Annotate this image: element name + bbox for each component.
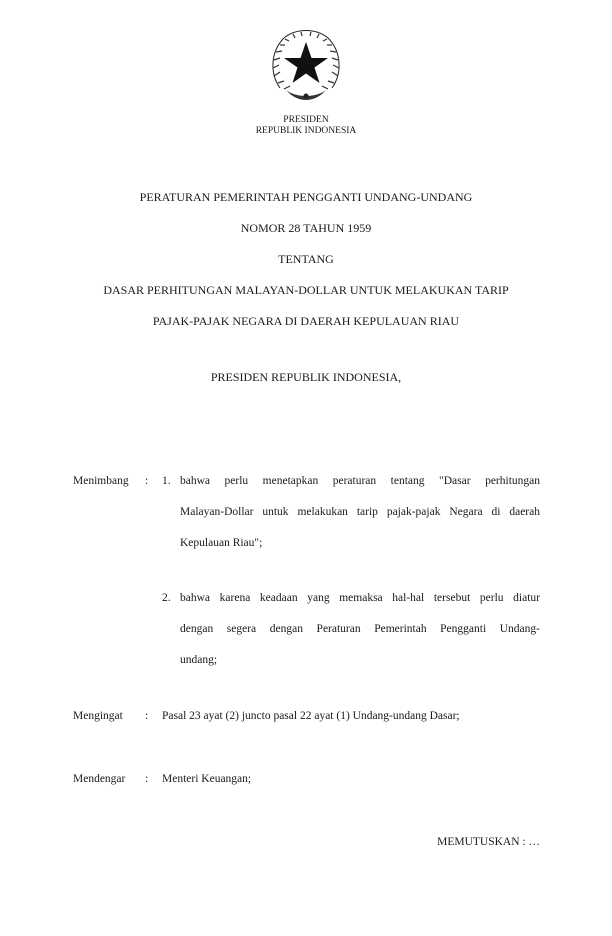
- header-republik-indonesia: REPUBLIK INDONESIA: [255, 126, 357, 136]
- mengingat-label: Mengingat: [73, 710, 123, 722]
- menimbang-colon: :: [145, 475, 149, 487]
- mengingat-colon: :: [145, 710, 149, 722]
- mendengar-text: Menteri Keuangan;: [162, 773, 252, 785]
- title-subject-line1: DASAR PERHITUNGAN MALAYAN-DOLLAR UNTUK MELAKUKAN TARIP: [103, 283, 509, 297]
- menimbang-item-2-line1: bahwa karena keadaan yang memaksa hal-hal tersebut perlu diatur: [180, 592, 540, 604]
- menimbang-item-1-line3: Kepulauan Riau";: [180, 537, 263, 549]
- menimbang-item-1-number: 1.: [162, 475, 171, 487]
- continuation-memutuskan: MEMUTUSKAN : …: [437, 836, 540, 848]
- mengingat-text: Pasal 23 ayat (2) juncto pasal 22 ayat (1) Undang-undang Dasar;: [162, 710, 460, 722]
- menimbang-item-2-line2: dengan segera dengan Peraturan Pemerintah Pengganti Undang-: [180, 623, 540, 635]
- title-subject-line2: PAJAK-PAJAK NEGARA DI DAERAH KEPULAUAN RIAU: [152, 314, 460, 328]
- menimbang-item-1-line2: Malayan-Dollar untuk melakukan tarip pajak-pajak Negara di daerah: [180, 506, 540, 518]
- title-regulation-type: PERATURAN PEMERINTAH PENGGANTI UNDANG-UNDANG: [139, 190, 473, 204]
- menimbang-item-2-line3: undang;: [180, 654, 218, 666]
- mendengar-colon: :: [145, 773, 149, 785]
- title-number-year: NOMOR 28 TAHUN 1959: [240, 221, 372, 235]
- mendengar-label: Mendengar: [73, 773, 126, 785]
- menimbang-item-2-number: 2.: [162, 592, 171, 604]
- garuda-star-emblem-icon: [266, 26, 346, 110]
- menimbang-label: Menimbang: [73, 475, 129, 487]
- preamble: PRESIDEN REPUBLIK INDONESIA,: [210, 370, 402, 384]
- title-tentang: TENTANG: [278, 252, 334, 266]
- menimbang-item-1-line1: bahwa perlu menetapkan peraturan tentang "Dasar perhitungan: [180, 475, 540, 487]
- header-presiden: PRESIDEN: [283, 115, 329, 125]
